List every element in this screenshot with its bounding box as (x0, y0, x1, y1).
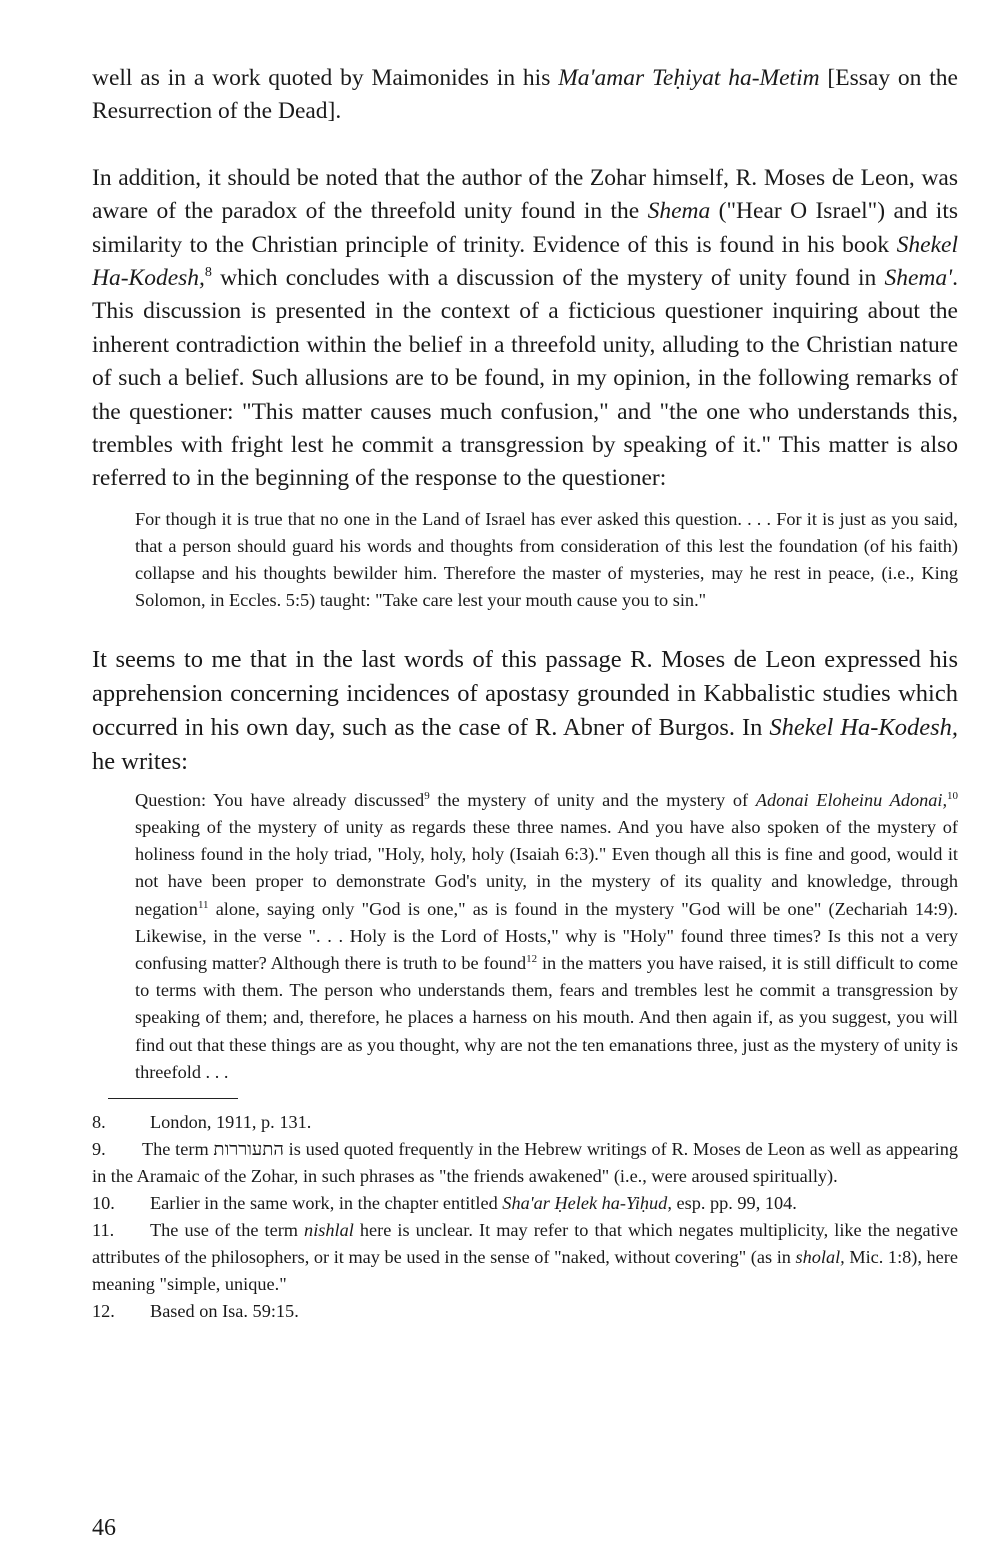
text-run: In addition, it should be noted that the author of the Zohar himself, R. Moses de Leon, was aware of the paradox of the threefold unity found in the (92, 164, 958, 225)
footnote-ref-8[interactable]: 8 (204, 264, 212, 281)
paragraph-apprehension (92, 643, 958, 779)
paragraph-continuation (92, 62, 958, 129)
footnote-text: London, 1911, p. 131. (150, 1111, 312, 1132)
italic-term: nishlal (304, 1219, 354, 1240)
text-run: It seems to me that in the last words of this passage R. Moses de Leon expressed his apprehension concerning incidences of apostasy grounded in Kabbalistic studies which occurred in his own day, such as the case of R. Abner of Burgos. In (92, 645, 958, 741)
hebrew-term: התעוררות (213, 1138, 284, 1160)
footnote-number: 9. (92, 1138, 106, 1159)
block-quote-response: For though it is true that no one in the Land of Israel has ever asked this question. . . . For it is just as you said, that a person should guard his words and thoughts from consideration of this lest the foundation (of his faith) collapse and his thoughts bewilder him. Therefore the master of mysteries, may he rest in peace, (i.e., King Solomon, in Eccles. 5:5) taught: "Take care lest your mouth cause you to sin." (135, 508, 958, 611)
footnote-number: 8. (92, 1111, 106, 1132)
text-run: Question: You have already discussed (135, 789, 425, 810)
footnote-text: The term (142, 1138, 214, 1159)
footnote-divider (108, 1098, 238, 1099)
paragraph-zohar-author (92, 162, 958, 496)
footnote-text: Mic. 1:8), here meaning "simple, unique." (92, 1246, 958, 1294)
italic-term: Shema (647, 198, 711, 225)
footnote-10 (92, 1190, 958, 1217)
block-quote-question (135, 787, 958, 1086)
text-run: speaking of the mystery of unity as regards these three names. And you have also spoken of the mystery of holiness found in the holy triad, "Holy, holy, holy (Isaiah 6:3)." Even though all this is fine and good, would it not have been proper to demonstrate God's unity, in the mystery of its quality and knowledge, through negation (135, 816, 958, 919)
footnote-text: The use of the term (150, 1219, 305, 1240)
text-run: ("Hear O Israel") and its similarity to the Christian principle of trinity. Evidence of this is found in his book (92, 198, 958, 258)
text-run: the mystery of unity and the mystery of (429, 789, 756, 810)
text-run: he writes: (92, 747, 188, 775)
italic-term: Shema' (884, 265, 953, 292)
footnote-text: is used quoted frequently in the Hebrew writings of R. Moses de Leon as well as appearing in the Aramaic of the Zohar, in such phrases as "the friends awakened" (i.e., were aroused spiritually). (92, 1138, 958, 1186)
footnote-ref-9[interactable]: 9 (424, 789, 430, 802)
footnote-ref-11[interactable]: 11 (197, 898, 209, 911)
italic-term: Adonai Eloheinu Adonai, (755, 789, 948, 810)
footnote-text: Earlier in the same work, in the chapter entitled (150, 1192, 503, 1213)
footnote-12 (92, 1298, 958, 1325)
footnote-ref-10[interactable]: 10 (947, 789, 959, 802)
text-run: in the matters you have raised, it is still difficult to come to terms with them. The person who understands them, fears and trembles lest he commit a transgression by speaking of them; and, therefore, he places a harness on his mouth. And then again if, as you suggest, you will find out that these things are as you thought, why are not the ten emanations three, just as the mystery of unity is threefold . . . (135, 952, 958, 1082)
footnote-8 (92, 1109, 958, 1136)
page-body (92, 62, 958, 1325)
page-number: 46 (92, 1515, 116, 1541)
footnote-number: 12. (92, 1300, 115, 1321)
text-run: well as in a work quoted by Maimonides in his (92, 65, 559, 91)
footnote-number: 10. (92, 1192, 115, 1213)
footnote-text: esp. pp. 99, 104. (671, 1192, 797, 1213)
italic-title: Shekel Ha-Kodesh, (92, 231, 958, 292)
italic-title: Shekel Ha-Kodesh, (769, 713, 958, 741)
text-run: . This discussion is presented in the context of a ficticious questioner inquiring about the inherent contradiction within the belief in a threefold unity, alluding to the Christian nature of such a belief. Such allusions are to be found, in my opinion, in the following remarks of the questioner: "This matter causes much confusion," and "the one who understands this, trembles with fright lest he commit a transgression by speaking of it." This matter is also referred to in the beginning of the response to the questioner: (92, 265, 958, 492)
italic-term: sholal, (795, 1246, 845, 1267)
footnote-ref-12[interactable]: 12 (526, 952, 538, 965)
footnote-number: 11. (92, 1219, 115, 1240)
footnote-text: Based on Isa. 59:15. (150, 1300, 299, 1321)
text-run: alone, saying only "God is one," as is found in the mystery "God will be one" (Zechariah 14:9). Likewise, in the verse ". . . Holy is the Lord of Hosts," why is "Holy" found three times? Is this not a very confusing matter? Although there is truth to be found (135, 898, 958, 973)
text-run: which concludes with a discussion of the mystery of unity found in (211, 265, 885, 292)
footnote-11 (92, 1217, 958, 1298)
text-run: [Essay on the Resurrection of the Dead]. (92, 65, 958, 125)
italic-title: Ma'amar Teḥiyat ha-Metim (558, 65, 820, 91)
footnote-9 (92, 1136, 958, 1190)
italic-title: Sha'ar Ḥelek ha-Yiḥud, (502, 1192, 672, 1213)
footnote-text: here is unclear. It may refer to that which negates multiplicity, like the negative attributes of the philosophers, or it may be used in the sense of "naked, without covering" (as in (92, 1219, 958, 1267)
